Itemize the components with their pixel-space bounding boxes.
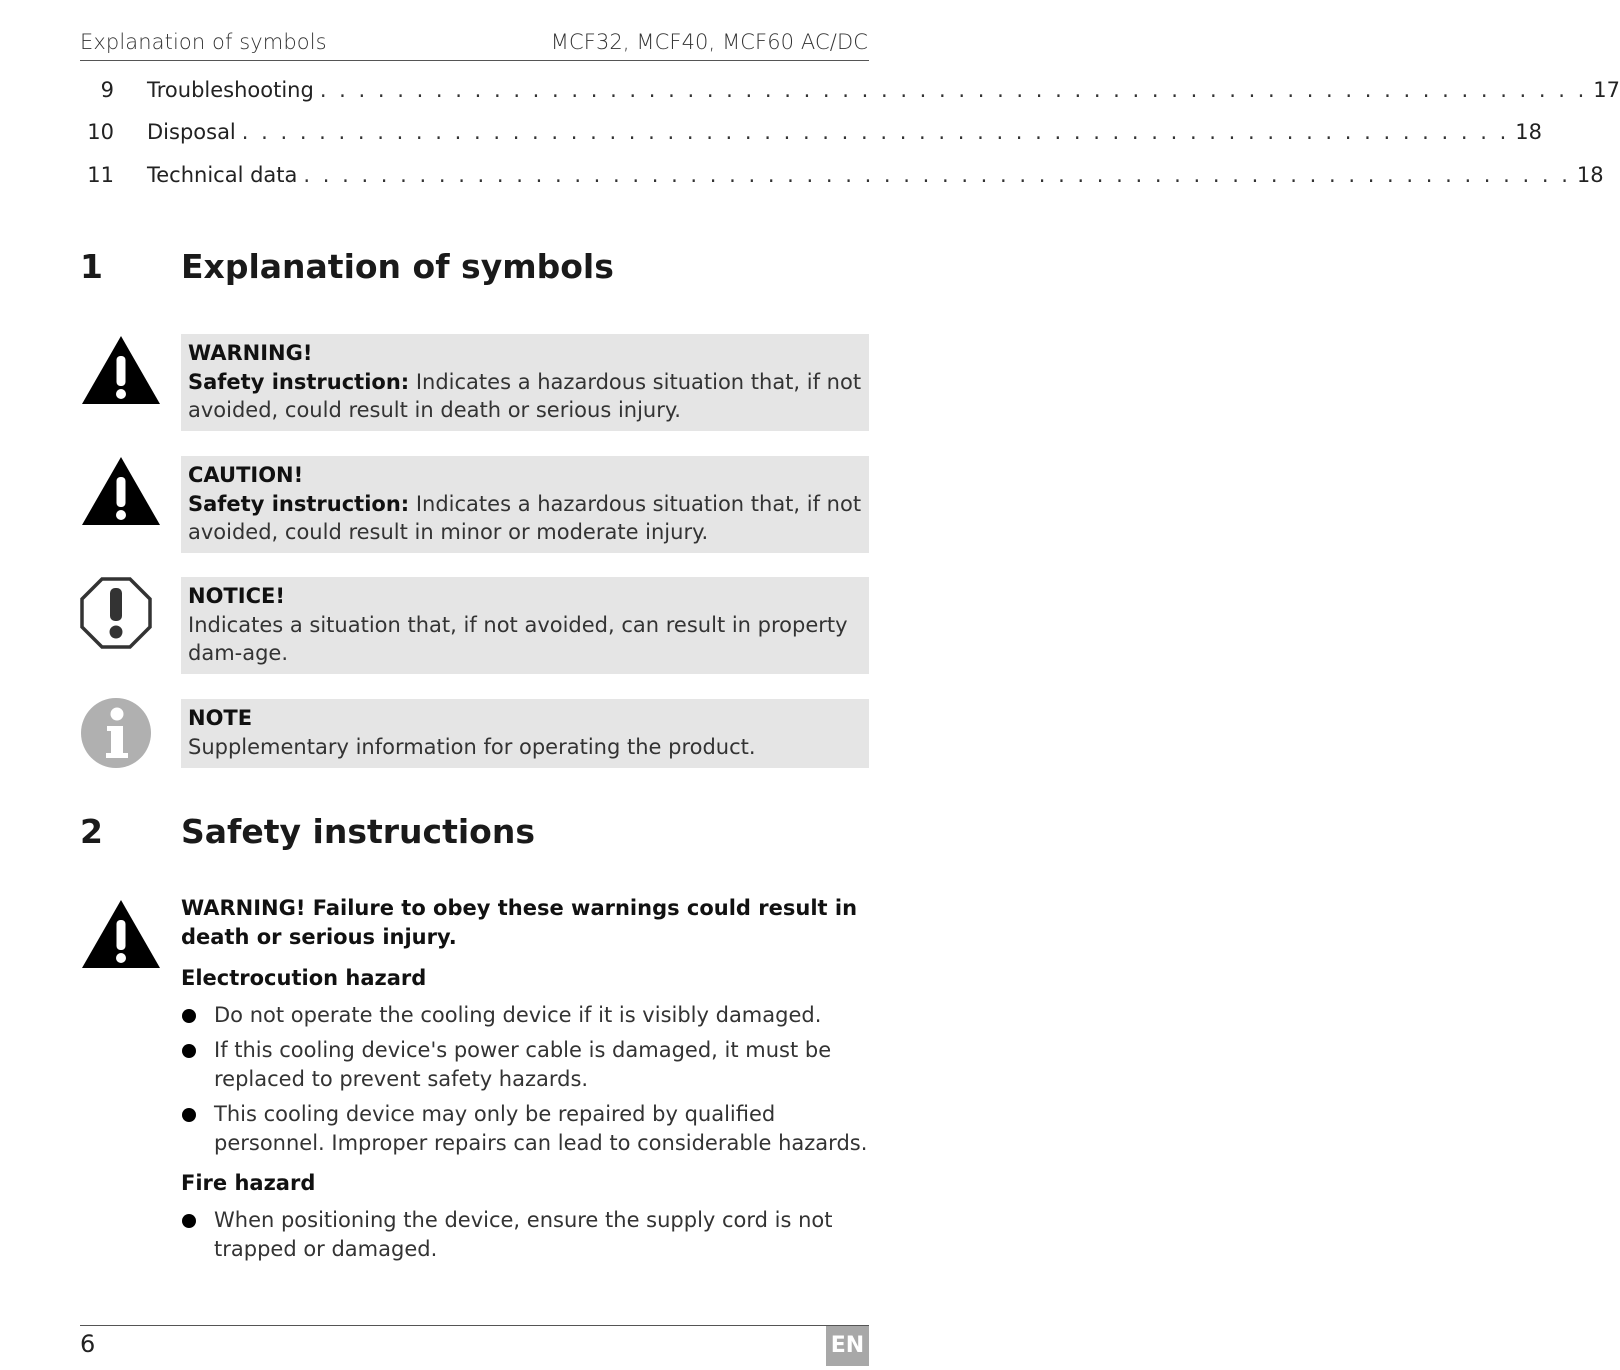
safety-warning-statement: WARNING! Failure to obey these warnings could result in death or serious injury. [181,896,858,949]
list-item: When positioning the device, ensure the supply cord is not trapped or damaged. [181,1206,871,1263]
bullet-icon [182,1044,196,1058]
list-item: This cooling device may only be repaired by qualified personnel. Improper repairs can lead to considerable hazards. [181,1100,871,1157]
caution-definition-box [181,456,869,553]
list-item: If this cooling device's power cable is damaged, it must be replaced to prevent safety hazards. [181,1036,871,1093]
caution-heading: CAUTION! [188,463,304,487]
toc-page: 18 [1576,163,1604,187]
warning-text: Indicates a hazardous situation that, if not avoided, could result in death or serious injury. [188,369,862,422]
toc-entry [80,78,1620,108]
toc-leader: . . . . . . . . . . . . . . . . . . . . . . . . . . . . . . . . . . . . . . . . . . . . . . . . . . . . . . . . . . . . . . . . . . [241,120,1510,144]
toc-number: 10 [87,120,114,144]
notice-text: Indicates a situation that, if not avoided, can result in property dam-age. [188,612,848,665]
toc-leader: . . . . . . . . . . . . . . . . . . . . . . . . . . . . . . . . . . . . . . . . . . . . . . . . . . . . . . . . . . . . . . . . . . [319,78,1588,102]
warning-description [188,368,862,425]
note-heading: NOTE [188,706,253,730]
info-icon [80,697,152,773]
list-item: Do not operate the cooling device if it is visibly damaged. [181,1001,871,1030]
notice-heading: NOTICE! [188,584,285,608]
toc-title: Technical data [147,163,298,187]
page-number: 6 [80,1330,96,1358]
caution-description [188,490,862,547]
section-title: Safety instructions [181,812,535,851]
warning-triangle-icon [80,334,162,410]
toc-title: Disposal [147,120,236,144]
warning-triangle-icon [80,898,162,974]
toc-number: 9 [100,78,114,102]
bullet-icon [182,1009,196,1023]
bullet-icon [182,1108,196,1122]
bullet-icon [182,1214,196,1228]
header-divider [80,60,869,61]
notice-definition-box [181,577,869,674]
toc-number: 11 [87,163,114,187]
toc-entry [80,163,1604,193]
note-text: Supplementary information for operating the product. [188,734,756,759]
notice-octagon-icon [80,577,152,653]
safety-instruction-label: Safety instruction: [188,369,410,394]
toc-page: 18 [1515,120,1542,144]
electrocution-hazard-heading: Electrocution hazard [181,966,427,990]
caution-text: Indicates a hazardous situation that, if not avoided, could result in minor or moderate injury. [188,491,862,544]
safety-instruction-label: Safety instruction: [188,491,410,516]
language-badge: EN [826,1326,869,1366]
running-header-section: Explanation of symbols [80,30,327,54]
caution-triangle-icon [80,455,162,531]
fire-hazard-heading: Fire hazard [181,1171,316,1195]
toc-entry [80,120,1542,150]
toc-title: Troubleshooting [147,78,314,102]
section-number: 2 [80,812,103,851]
toc-leader: . . . . . . . . . . . . . . . . . . . . . . . . . . . . . . . . . . . . . . . . . . . . . . . . . . . . . . . . . . . . . . . . . . [303,163,1571,187]
warning-heading: WARNING! [188,341,313,365]
warning-definition-box [181,334,869,431]
section-number: 1 [80,247,103,286]
toc-page: 17 [1593,78,1620,102]
running-header-models: MCF32, MCF40, MCF60 AC/DC [550,30,868,54]
footer-divider [80,1325,869,1326]
section-title: Explanation of symbols [181,247,614,286]
note-definition-box [181,699,869,768]
